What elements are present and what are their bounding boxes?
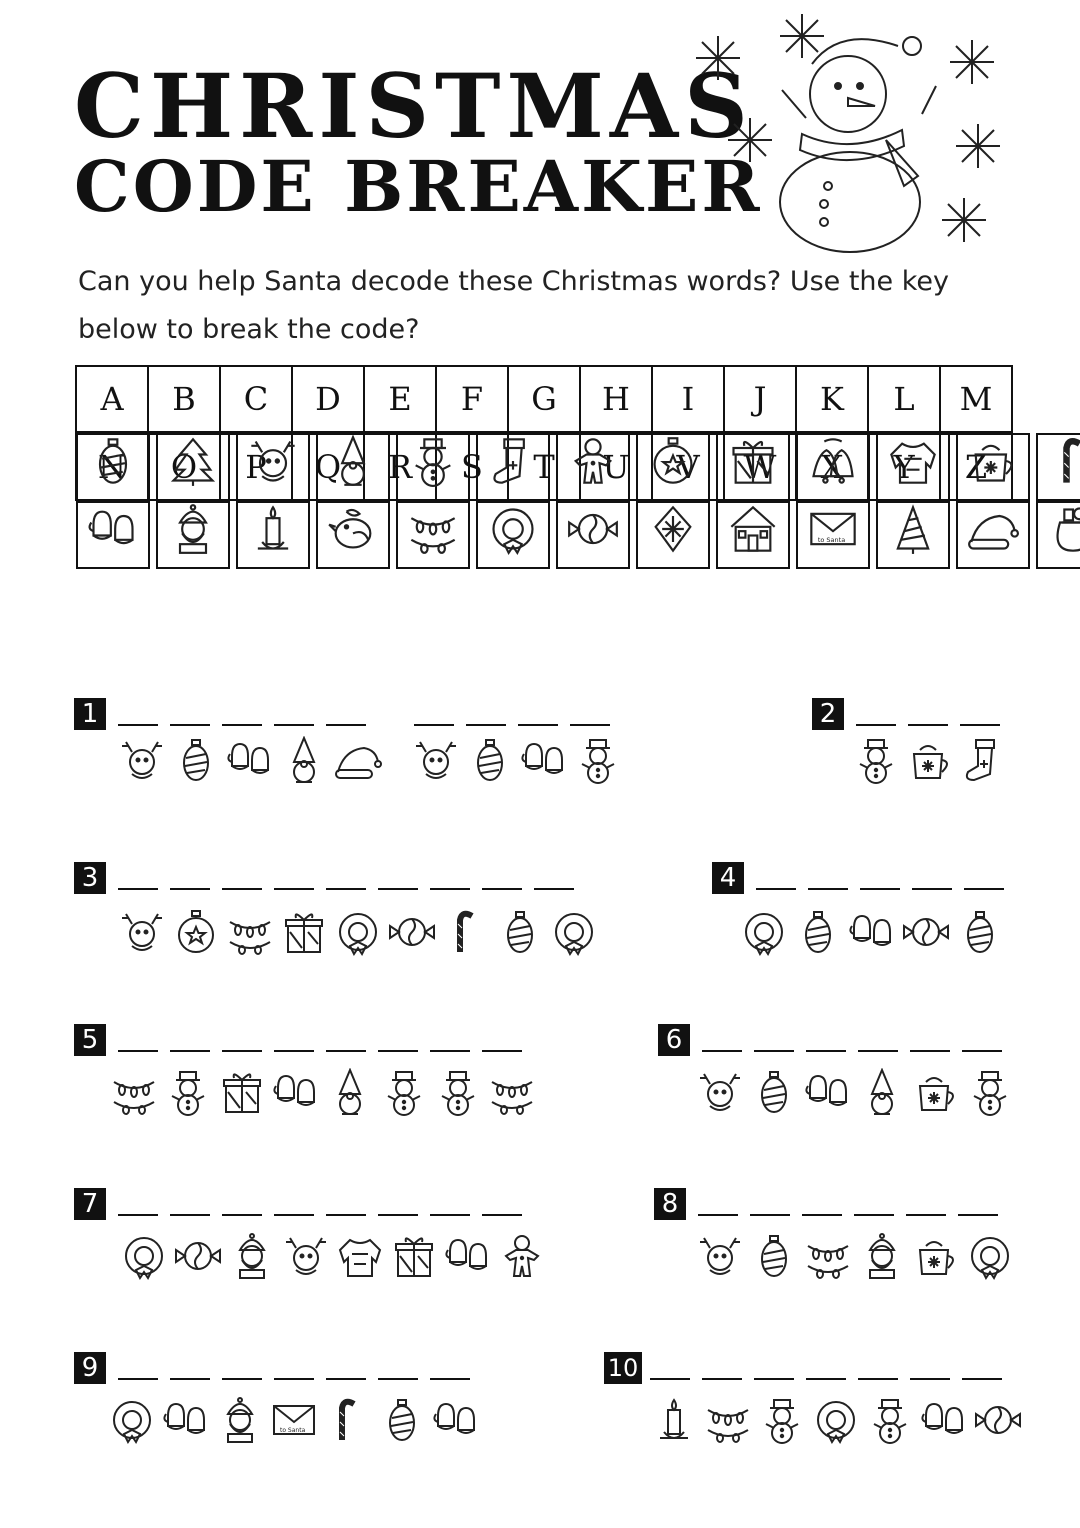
reindeer-icon [696,1068,744,1116]
peppermint-icon [174,1232,222,1280]
answer-blank[interactable] [378,860,418,890]
puzzle-number: 4 [712,862,744,894]
answer-blank[interactable] [756,860,796,890]
snowflake-icon [696,36,740,80]
answer-blank[interactable] [274,1350,314,1380]
wreath-icon [487,503,539,555]
cocoa-mug-icon [912,1068,960,1116]
answer-blank[interactable] [650,1350,690,1380]
key-letter-d: D [292,366,364,432]
wreath-icon [120,1232,168,1280]
answer-blanks [118,860,586,890]
santa-hat-icon [967,503,1019,555]
key-icon-cell [316,433,390,501]
answer-blank[interactable] [274,860,314,890]
gingerbread-icon [567,435,619,487]
answer-blank[interactable] [222,1022,262,1052]
answer-blank[interactable] [518,696,558,726]
key-letter-c: C [220,366,292,432]
puzzle-number: 9 [74,1352,106,1384]
key-icon-cell [476,433,550,501]
coded-icons [740,908,1004,956]
answer-blank[interactable] [702,1022,742,1052]
snowman-icon [407,435,459,487]
key-letter-j: J [724,366,796,432]
key-icon-cell [716,501,790,569]
answer-blank[interactable] [856,696,896,726]
key-icon-cell [556,433,630,501]
key-letter-h: H [580,366,652,432]
mittens-icon [87,503,139,555]
answer-blank[interactable] [698,1186,738,1216]
wreath-icon [966,1232,1014,1280]
coded-icons [118,736,622,784]
answer-blank[interactable] [754,1350,794,1380]
key-icon-cell [956,433,1030,501]
mittens-icon [920,1396,968,1444]
peppermint-icon [902,908,950,956]
tinsel-tree-icon [887,503,939,555]
key-letter-m: M [940,366,1012,432]
mittens-icon [272,1068,320,1116]
santa-icon [858,1232,906,1280]
candy-cane-icon [1047,435,1080,487]
key-letter-t: T [508,434,580,500]
candle-icon [650,1396,698,1444]
key-letter-row [76,366,1012,432]
snowflake-icon [956,124,1000,168]
bauble-star-icon [172,908,220,956]
puzzle-number: 3 [74,862,106,894]
answer-blank[interactable] [906,1186,946,1216]
santa-icon [228,1232,276,1280]
reindeer-icon [118,908,166,956]
puzzle-number: 7 [74,1188,106,1220]
bauble-star-icon [647,435,699,487]
toy-sack-icon [1047,503,1080,555]
lights-icon [804,1232,852,1280]
snowflake-icon [780,14,824,58]
key-icon-cell [956,501,1030,569]
key-letter-y: Y [868,434,940,500]
peppermint-icon [567,503,619,555]
svg-text:to Santa: to Santa [280,1427,306,1434]
key-icon-cell [236,433,310,501]
snowman-icon [574,736,622,784]
wreath-icon [334,908,382,956]
answer-blank[interactable] [482,860,522,890]
snowman-icon [852,736,900,784]
key-letter-p: P [220,434,292,500]
coded-icons [650,1396,1022,1444]
answer-blanks [118,1350,482,1380]
snowman-icon [758,1396,806,1444]
key-icon-cell [396,433,470,501]
candle-icon [247,503,299,555]
tree-icon [167,435,219,487]
key-icon-cell [636,501,710,569]
bird-icon [327,503,379,555]
key-icon-cell [716,433,790,501]
gift-icon [280,908,328,956]
snowman-icon [434,1068,482,1116]
snowman-icon [780,37,936,252]
answer-blank[interactable] [962,1350,1002,1380]
answer-blank[interactable] [806,1350,846,1380]
puzzle-number: 2 [812,698,844,730]
gnome-icon [858,1068,906,1116]
reindeer-icon [118,736,166,784]
bells-icon [807,435,859,487]
letter-to-santa-icon [807,503,859,555]
sweater-icon [336,1232,384,1280]
answer-blanks [756,860,1016,890]
key-icon-cell [316,501,390,569]
answer-blank[interactable] [118,1186,158,1216]
answer-blanks [856,696,1012,726]
answer-blank[interactable] [910,1022,950,1052]
key-icon-cell [556,501,630,569]
gift-icon [390,1232,438,1280]
key-icon-cell [156,433,230,501]
santa-hat-icon [334,736,382,784]
ornament-icon [172,736,220,784]
lights-icon [488,1068,536,1116]
key-letter-o: O [148,434,220,500]
answer-blank[interactable] [326,696,366,726]
key-icon-cell [396,501,470,569]
lights-icon [704,1396,752,1444]
answer-blank[interactable] [466,696,506,726]
candy-cane-icon [324,1396,372,1444]
answer-blanks [118,1022,534,1052]
answer-blanks [118,696,622,726]
key-icon-cell [876,433,950,501]
ornament-icon [87,435,139,487]
answer-blank[interactable] [222,1350,262,1380]
cocoa-mug-icon [967,435,1019,487]
key-icon-cell [76,433,150,501]
answer-blank[interactable] [750,1186,790,1216]
answer-blank[interactable] [326,1022,366,1052]
snowman-icon [164,1068,212,1116]
peppermint-icon [388,908,436,956]
cocoa-mug-icon [906,736,954,784]
answer-blank[interactable] [908,696,948,726]
answer-blank[interactable] [534,860,574,890]
title-line-1: CHRISTMAS [74,54,754,158]
mittens-icon [162,1396,210,1444]
answer-blank[interactable] [910,1350,950,1380]
reindeer-icon [282,1232,330,1280]
key-icon-row [76,433,1080,501]
answer-blank[interactable] [858,1350,898,1380]
stocking-icon [487,435,539,487]
lights-icon [110,1068,158,1116]
puzzle-number: 1 [74,698,106,730]
key-icon-cell [876,501,950,569]
answer-blank[interactable] [326,1350,366,1380]
answer-blank[interactable] [118,860,158,890]
key-letter-i: I [652,366,724,432]
puzzle-number: 6 [658,1024,690,1056]
snowflake-icon [728,118,772,162]
santa-icon [216,1396,264,1444]
key-icon-row [76,501,1080,569]
key-icon-cell [796,433,870,501]
gnome-icon [327,435,379,487]
key-letter-r: R [364,434,436,500]
answer-blank[interactable] [118,1022,158,1052]
answer-blank[interactable] [802,1186,842,1216]
answer-blank[interactable] [170,1350,210,1380]
cipher-key-table [75,365,1013,544]
svg-text:to Santa: to Santa [817,536,846,544]
answer-blank[interactable] [222,696,262,726]
key-letter-k: K [796,366,868,432]
stocking-icon [960,736,1008,784]
reindeer-icon [247,435,299,487]
answer-blank[interactable] [170,1022,210,1052]
coded-icons [696,1068,1014,1116]
coded-icons [852,736,1008,784]
wreath-icon [550,908,598,956]
answer-blank[interactable] [702,1350,742,1380]
answer-blanks [698,1186,1010,1216]
peppermint-icon [974,1396,1022,1444]
coded-icons [696,1232,1014,1280]
answer-blank[interactable] [430,1186,470,1216]
ornament-icon [956,908,1004,956]
coded-icons [118,908,598,956]
answer-blank[interactable] [326,1186,366,1216]
gnome-icon [280,736,328,784]
answer-blank[interactable] [960,696,1000,726]
answer-blank[interactable] [222,1186,262,1216]
snowman-icon [380,1068,428,1116]
ornament-icon [794,908,842,956]
mittens-icon [226,736,274,784]
gingerbread-house-icon [727,503,779,555]
answer-blank[interactable] [118,1350,158,1380]
coded-icons [108,1396,480,1444]
key-icon-cell [636,433,710,501]
answer-blank[interactable] [964,860,1004,890]
key-icon-cell [1036,501,1080,569]
letter-to-santa-icon [270,1396,318,1444]
mittens-icon [444,1232,492,1280]
answer-blank[interactable] [430,860,470,890]
ornament-icon [750,1232,798,1280]
answer-blank[interactable] [414,696,454,726]
answer-blank[interactable] [912,860,952,890]
answer-blank[interactable] [274,696,314,726]
answer-blank[interactable] [274,1186,314,1216]
answer-blank[interactable] [378,1186,418,1216]
key-icon-cell [156,501,230,569]
reindeer-icon [696,1232,744,1280]
answer-blank[interactable] [170,1186,210,1216]
answer-blank[interactable] [808,860,848,890]
answer-blank[interactable] [222,860,262,890]
key-letter-w: W [724,434,796,500]
answer-blank[interactable] [482,1186,522,1216]
key-icon-cell [236,501,310,569]
sweater-icon [887,435,939,487]
gnome-icon [326,1068,374,1116]
title-line-2: CODE BREAKER [74,145,763,228]
puzzle-number: 10 [604,1352,642,1384]
ornament-icon [496,908,544,956]
key-letter-f: F [436,366,508,432]
key-letter-b: B [148,366,220,432]
cocoa-mug-icon [912,1232,960,1280]
instructions-text: Can you help Santa decode these Christmas words? Use the key below to break the code? [78,266,950,345]
puzzle-number: 5 [74,1024,106,1056]
key-letter-x: X [796,434,868,500]
lights-icon [226,908,274,956]
answer-blanks [650,1350,1014,1380]
answer-blank[interactable] [170,696,210,726]
key-letter-v: V [652,434,724,500]
key-letter-q: Q [292,434,364,500]
answer-blank[interactable] [570,696,610,726]
answer-blank[interactable] [326,860,366,890]
key-letter-l: L [868,366,940,432]
answer-blank[interactable] [274,1022,314,1052]
answer-blank[interactable] [378,1350,418,1380]
key-letter-s: S [436,434,508,500]
key-icon-cell [796,501,870,569]
snowflake-icon [950,40,994,84]
santa-icon [167,503,219,555]
key-icon-cell [76,501,150,569]
answer-blank[interactable] [860,860,900,890]
snowman-icon [966,1068,1014,1116]
reindeer-icon [412,736,460,784]
snowman-snowflakes-illustration [690,6,1010,256]
ornament-icon [750,1068,798,1116]
answer-blank[interactable] [430,1350,470,1380]
coded-icons [120,1232,546,1280]
answer-blank[interactable] [430,1022,470,1052]
mittens-icon [848,908,896,956]
key-letter-n: N [76,434,148,500]
mittens-icon [520,736,568,784]
answer-blank[interactable] [754,1022,794,1052]
key-letter-a: A [76,366,148,432]
wreath-icon [812,1396,860,1444]
answer-blank[interactable] [858,1022,898,1052]
answer-blank[interactable] [854,1186,894,1216]
key-icon-cell [1036,433,1080,501]
answer-blanks [118,1186,534,1216]
snowflake-icon [942,198,986,242]
mittens-icon [804,1068,852,1116]
mittens-icon [432,1396,480,1444]
answer-blank[interactable] [482,1022,522,1052]
answer-blank[interactable] [806,1022,846,1052]
key-icon-cell [476,501,550,569]
answer-blank[interactable] [378,1022,418,1052]
answer-blank[interactable] [170,860,210,890]
key-letter-e: E [364,366,436,432]
puzzle-number: 8 [654,1188,686,1220]
key-letter-u: U [580,434,652,500]
coded-icons [110,1068,536,1116]
snowman-icon [866,1396,914,1444]
key-letter-z: Z [940,434,1012,500]
wreath-icon [740,908,788,956]
gift-icon [727,435,779,487]
ornament-icon [466,736,514,784]
gingerbread-icon [498,1232,546,1280]
key-letter-g: G [508,366,580,432]
answer-blanks [702,1022,1014,1052]
answer-blank[interactable] [962,1022,1002,1052]
answer-blank[interactable] [958,1186,998,1216]
wreath-icon [108,1396,156,1444]
snowflake-ornament-icon [647,503,699,555]
answer-blank[interactable] [118,696,158,726]
lights-icon [407,503,459,555]
gift-icon [218,1068,266,1116]
candy-cane-icon [442,908,490,956]
ornament-icon [378,1396,426,1444]
